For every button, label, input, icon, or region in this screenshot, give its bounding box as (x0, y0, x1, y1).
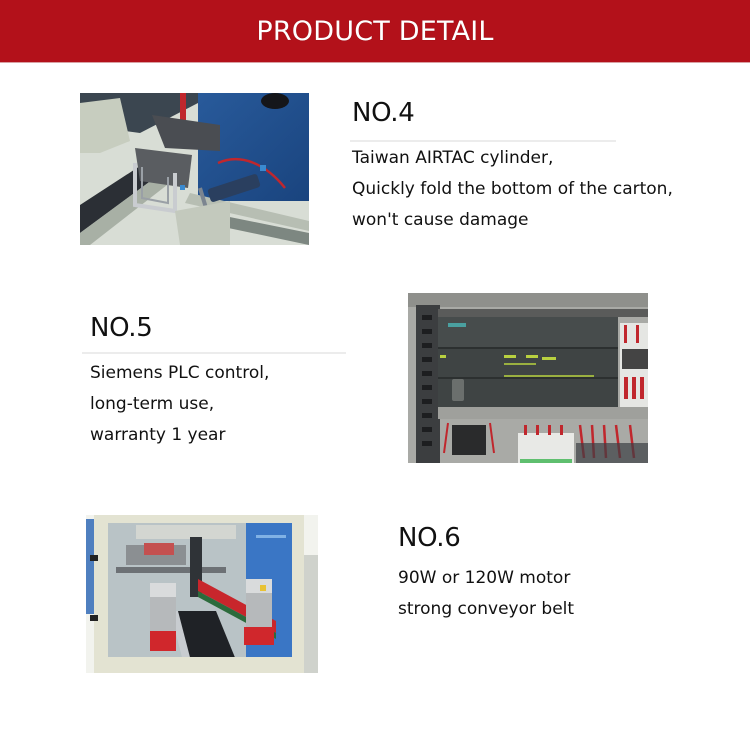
feature-4-line-2: Quickly fold the bottom of the carton, (352, 179, 673, 199)
feature-5-line-2: long-term use, (90, 394, 215, 414)
feature-5-number: NO.5 (90, 313, 153, 343)
feature-5-description (90, 358, 269, 451)
feature-6-description (398, 563, 574, 625)
feature-4-divider (350, 140, 616, 142)
feature-4-photo (80, 93, 309, 245)
feature-5-divider (82, 352, 346, 354)
feature-4-line-3: won't cause damage (352, 210, 529, 230)
feature-6-line-2: strong conveyor belt (398, 599, 575, 619)
header-banner (0, 0, 750, 63)
feature-4-line-1: Taiwan AIRTAC cylinder, (352, 148, 554, 168)
feature-5-photo (408, 293, 648, 463)
feature-6-number: NO.6 (398, 523, 461, 553)
feature-4-number: NO.4 (352, 98, 415, 128)
page-title: PRODUCT DETAIL (256, 15, 494, 47)
feature-4-description (352, 143, 673, 236)
feature-6-line-1: 90W or 120W motor (398, 568, 571, 588)
feature-5-line-1: Siemens PLC control, (90, 363, 270, 383)
feature-5-line-3: warranty 1 year (90, 425, 226, 445)
feature-6-photo (86, 515, 318, 673)
